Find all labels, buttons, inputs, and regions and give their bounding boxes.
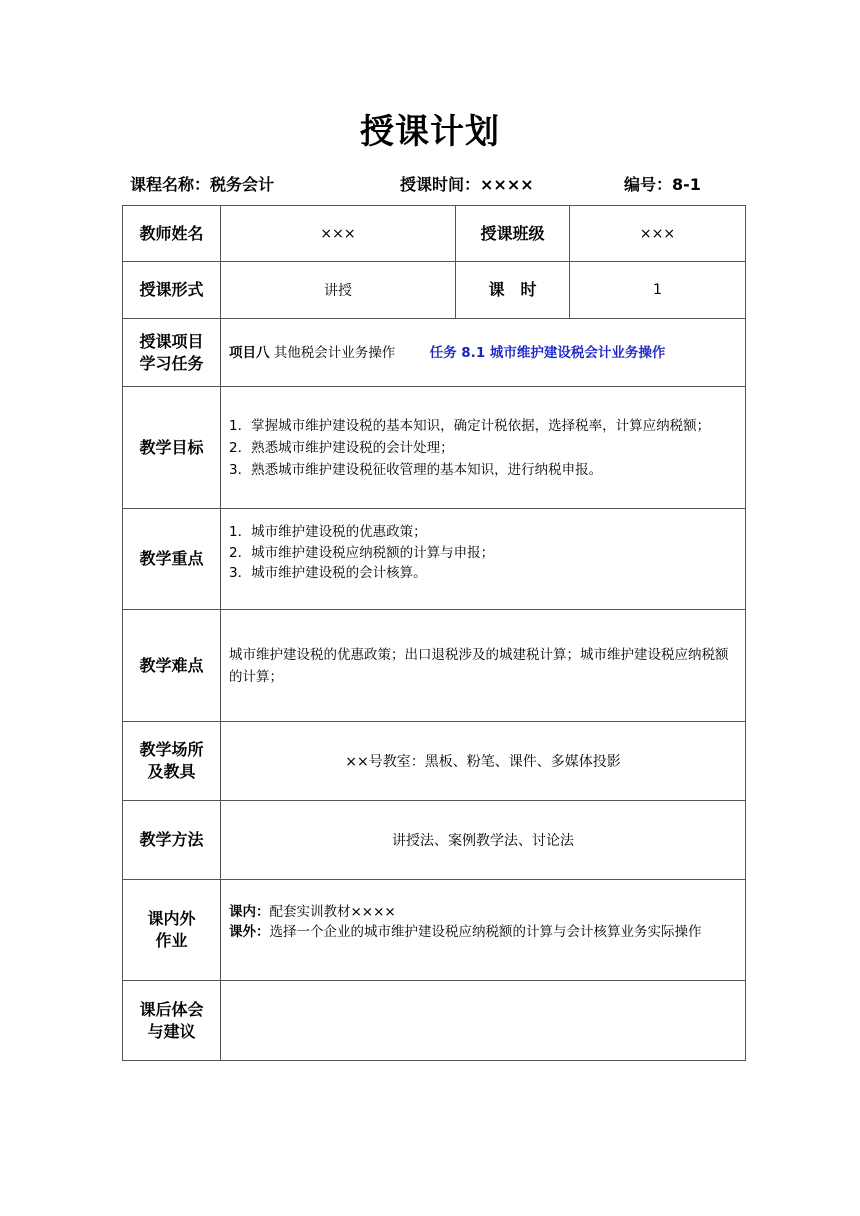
venue-label	[123, 722, 221, 801]
project-label	[123, 319, 221, 387]
hours-value: 1	[570, 262, 746, 319]
teacher-label: 教师姓名	[123, 206, 221, 262]
hours-label: 课 时	[456, 262, 570, 319]
method-label: 教学方法	[123, 801, 221, 880]
goal-label: 教学目标	[123, 387, 221, 509]
lesson-plan-table	[122, 205, 746, 1061]
key-item: 2．城市维护建设税应纳税额的计算与申报；	[229, 545, 495, 561]
venue-label-line-2: 及教具	[147, 762, 196, 781]
form-value: 讲授	[221, 262, 456, 319]
project-label-line-1: 授课项目	[139, 331, 204, 351]
project-value: 其他税会计业务操作	[273, 344, 396, 361]
row-reflection	[123, 981, 746, 1061]
lesson-time: 授课时间：××××	[400, 175, 534, 194]
venue-value: ××号教室：黑板、粉笔、课件、多媒体投影	[221, 722, 746, 801]
plan-code: 编号：8-1	[624, 175, 701, 194]
project-value-cell	[221, 319, 746, 387]
homework-in	[229, 902, 737, 922]
row-teacher	[123, 206, 746, 262]
project-name: 项目八	[229, 344, 270, 361]
course-name: 课程名称：税务会计	[130, 175, 275, 194]
homework-out-label: 课外：	[229, 924, 270, 940]
homework-in-label: 课内：	[229, 904, 270, 920]
homework-out	[229, 922, 737, 942]
goal-item: 3．熟悉城市维护建设税征收管理的基本知识，进行纳税申报。	[229, 461, 603, 478]
venue-label-line-1: 教学场所	[139, 740, 204, 759]
key-list	[221, 509, 746, 610]
homework-out-value: 选择一个企业的城市维护建设税应纳税额的计算与会计核算业务实际操作	[269, 924, 702, 940]
row-keys	[123, 509, 746, 610]
row-form	[123, 262, 746, 319]
homework-label-line-1: 课内外	[147, 909, 196, 928]
reflection-label	[123, 981, 221, 1061]
method-value: 讲授法、案例教学法、讨论法	[221, 801, 746, 880]
goal-list	[221, 387, 746, 509]
row-goals	[123, 387, 746, 509]
difficulty-label: 教学难点	[123, 610, 221, 722]
key-item: 3．城市维护建设税的会计核算。	[229, 565, 427, 581]
homework-in-value: 配套实训教材××××	[269, 904, 396, 920]
key-item: 1．城市维护建设税的优惠政策；	[229, 524, 427, 540]
task-value: 任务 8.1 城市维护建设税会计业务操作	[429, 344, 666, 361]
class-value: ×××	[570, 206, 746, 262]
reflection-label-line-1: 课后体会	[139, 999, 204, 1019]
page-title: 授课计划	[360, 112, 500, 152]
form-label: 授课形式	[123, 262, 221, 319]
goal-item: 2．熟悉城市维护建设税的会计处理；	[229, 439, 454, 456]
reflection-value[interactable]	[221, 981, 746, 1061]
teacher-value: ×××	[221, 206, 456, 262]
key-label: 教学重点	[123, 509, 221, 610]
homework-label-line-2: 作业	[155, 931, 188, 950]
reflection-label-line-2: 与建议	[147, 1021, 196, 1041]
row-project	[123, 319, 746, 387]
class-label: 授课班级	[456, 206, 570, 262]
row-venue	[123, 722, 746, 801]
goal-item: 1．掌握城市维护建设税的基本知识，确定计税依据，选择税率，计算应纳税额；	[229, 417, 711, 434]
homework-cell	[221, 880, 746, 981]
row-homework	[123, 880, 746, 981]
difficulty-value: 城市维护建设税的优惠政策；出口退税涉及的城建税计算；城市维护建设税应纳税额的计算；	[221, 610, 746, 722]
row-method	[123, 801, 746, 880]
row-difficulty	[123, 610, 746, 722]
homework-label	[123, 880, 221, 981]
project-label-line-2: 学习任务	[139, 353, 204, 373]
